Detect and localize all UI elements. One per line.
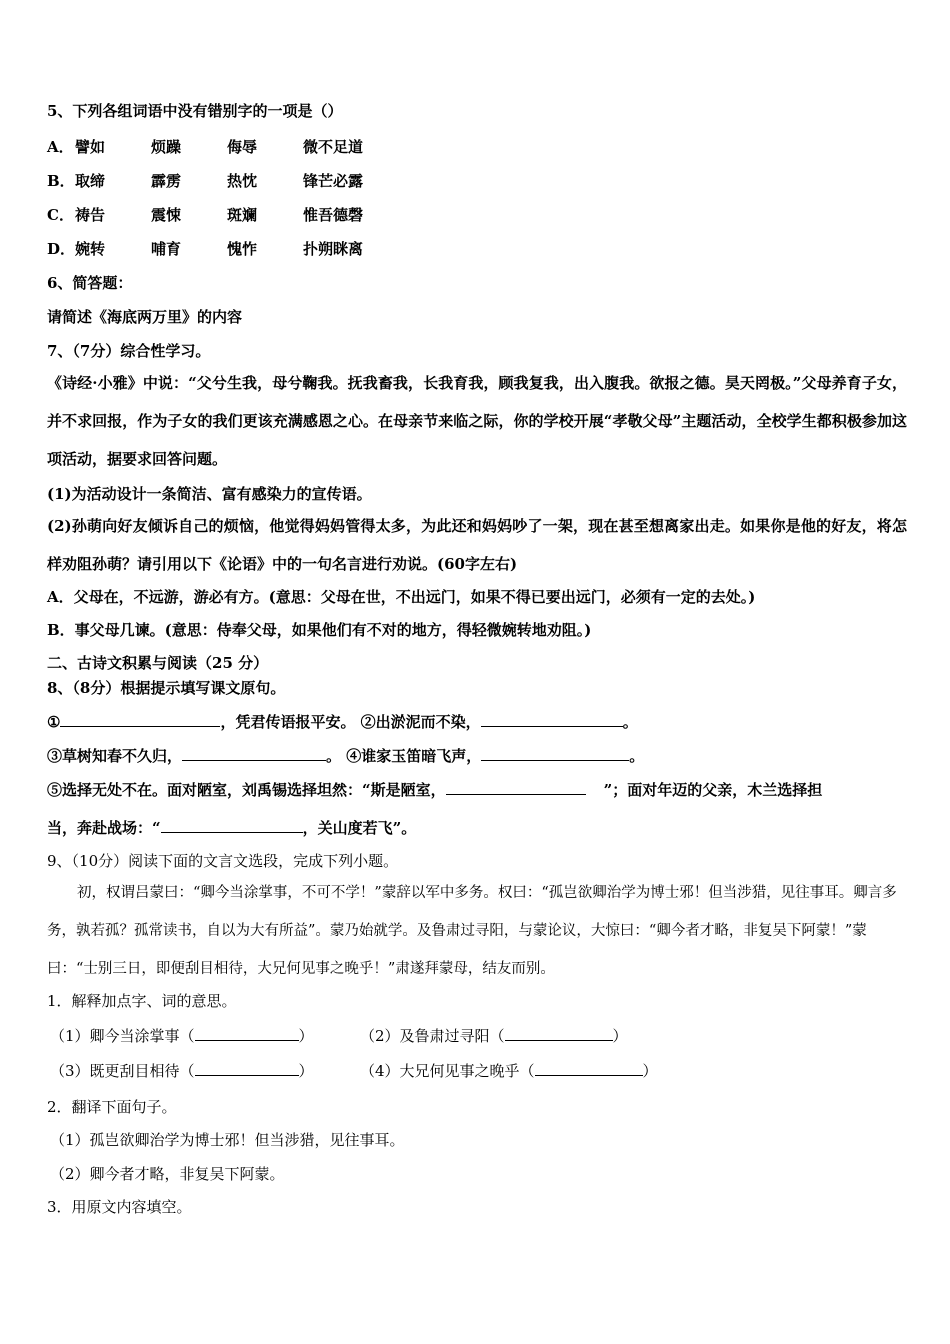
item-text: （4）大兄何见事之晚乎（ — [360, 1062, 535, 1080]
q5-option-d — [47, 238, 363, 260]
q8-blank-2[interactable] — [481, 710, 623, 727]
q5-option-b — [47, 170, 363, 192]
q8-text: 当，奔赴战场：“ — [47, 819, 161, 837]
q9-sub1-item-3 — [50, 1059, 314, 1082]
item-end: ） — [612, 1027, 628, 1045]
option-word: 锋芒必露 — [303, 172, 364, 190]
option-label: A． — [47, 138, 74, 156]
q8-text: ⑤选择无处不在。面对陋室，刘禹锡选择坦然：“斯是陋室， — [47, 781, 446, 799]
q9-passage: 初，权谓吕蒙曰：“卿今当涂掌事，不可不学！”蒙辞以军中多务。权曰：“孤岂欲卿治学为博士邪！但当涉猎，见往事耳。卿言多务，孰若孤？孤常读书，自以为大有所益”。蒙乃始就学。及鲁肃过寻阳，与蒙论议，大惊曰：“卿今者才略，非复吴下阿蒙！”蒙曰：“士别三日，即便刮目相待，大兄何见事之晚乎！”肃遂拜蒙母，结友而别。 — [47, 885, 897, 977]
q9-sub2-title: 2．翻译下面句子。 — [47, 1098, 177, 1116]
option-word: 震悚 — [151, 206, 182, 224]
section-2-title: 二、古诗文积累与阅读（25 分） — [47, 654, 269, 672]
q8-blank-3[interactable] — [182, 744, 326, 761]
answer-blank[interactable] — [195, 1059, 299, 1076]
option-label: B． — [47, 172, 75, 190]
answer-blank[interactable] — [535, 1059, 643, 1076]
option-word: 烦躁 — [151, 138, 182, 156]
q7-paragraph: 《诗经·小雅》中说：“父兮生我，母兮鞠我。抚我畜我，长我育我，顾我复我，出入腹我。欲报之德。昊天罔极。”父母养育子女，并不求回报，作为子女的我们更该充满感恩之心。在母亲节来临之际，你的学校开展“孝敬父母”主题活动，全校学生都积极参加这项活动，据要求回答问题。 — [47, 374, 907, 468]
q9-sub3-title: 3．用原文内容填空。 — [47, 1198, 192, 1216]
option-word: 取缔 — [75, 172, 106, 190]
q6-title: 6、简答题： — [47, 274, 133, 292]
q8-text: 。 — [629, 747, 645, 765]
option-word: 斑斓 — [227, 206, 258, 224]
item-end: ） — [298, 1062, 314, 1080]
q8-text: ① — [47, 713, 61, 731]
q8-text: ，凭君传语报平安。 ②出淤泥而不染， — [220, 713, 481, 731]
q5-title: 5、下列各组词语中没有错别字的一项是（） — [47, 102, 343, 120]
option-word: 愧怍 — [227, 240, 258, 258]
q8-text: 。 ④谁家玉笛暗飞声， — [326, 747, 482, 765]
q8-blank-1[interactable] — [60, 710, 220, 727]
q9-sub2-item-1: （1）孤岂欲卿治学为博士邪！但当涉猎，见往事耳。 — [50, 1131, 405, 1149]
q7-title: 7、（7分）综合性学习。 — [47, 342, 211, 360]
option-word: 祷告 — [75, 206, 106, 224]
q8-text: ，关山度若飞”。 — [302, 819, 417, 837]
q8-blank-5[interactable] — [446, 778, 586, 795]
item-end: ） — [642, 1062, 658, 1080]
q7-option-b: B．事父母几谏。(意思：侍奉父母，如果他们有不对的地方，得轻微婉转地劝阻。) — [47, 621, 592, 639]
option-label: C． — [47, 206, 74, 224]
q8-line-1 — [47, 710, 638, 733]
q9-sub2-item-2: （2）卿今者才略，非复吴下阿蒙。 — [50, 1165, 285, 1183]
option-word: 热忱 — [227, 172, 258, 190]
q9-title: 9、（10分）阅读下面的文言文选段，完成下列小题。 — [47, 852, 399, 870]
option-word: 譬如 — [75, 138, 106, 156]
answer-blank[interactable] — [505, 1024, 613, 1041]
option-word: 扑朔眯离 — [303, 240, 364, 258]
q5-option-a — [47, 136, 363, 158]
q8-line-3 — [47, 778, 822, 801]
option-word: 哺育 — [151, 240, 182, 258]
q9-sub1-item-2 — [360, 1024, 628, 1047]
q8-blank-4[interactable] — [481, 744, 629, 761]
q5-option-c — [47, 204, 363, 226]
option-word: 微不足道 — [303, 138, 364, 156]
q8-blank-6[interactable] — [161, 816, 303, 833]
q8-text: ”；面对年迈的父亲，木兰选择担 — [603, 781, 823, 799]
answer-blank[interactable] — [195, 1024, 299, 1041]
q9-sub1-item-4 — [360, 1059, 658, 1082]
option-word: 婉转 — [75, 240, 106, 258]
q8-text: ③草树知春不久归， — [47, 747, 183, 765]
q6-prompt: 请简述《海底两万里》的内容 — [47, 308, 243, 326]
q7-option-a: A．父母在，不远游，游必有方。(意思：父母在世，不出远门，如果不得已要出远门，必须有一定的去处。) — [47, 588, 756, 606]
item-text: （1）卿今当涂掌事（ — [50, 1027, 195, 1045]
q8-line-4 — [47, 816, 416, 839]
q9-sub1-title: 1．解释加点字、词的意思。 — [47, 992, 237, 1010]
option-label: D． — [47, 240, 76, 258]
option-word: 侮辱 — [227, 138, 258, 156]
q8-title: 8、（8分）根据提示填写课文原句。 — [47, 679, 286, 697]
option-word: 霹雳 — [151, 172, 182, 190]
q9-sub1-item-1 — [50, 1024, 314, 1047]
q8-text: 。 — [622, 713, 638, 731]
option-word: 惟吾德磬 — [303, 206, 364, 224]
q7-subquestion-1: (1)为活动设计一条简洁、富有感染力的宣传语。 — [47, 485, 372, 503]
item-text: （2）及鲁肃过寻阳（ — [360, 1027, 505, 1045]
q8-line-2 — [47, 744, 644, 767]
q7-subquestion-2: (2)孙萌向好友倾诉自己的烦恼，他觉得妈妈管得太多，为此还和妈妈吵了一架，现在甚至想离家出走。如果你是他的好友，将怎样劝阻孙萌？请引用以下《论语》中的一句名言进行劝说。(60字左右) — [47, 517, 907, 573]
item-end: ） — [298, 1027, 314, 1045]
item-text: （3）既更刮目相待（ — [50, 1062, 195, 1080]
